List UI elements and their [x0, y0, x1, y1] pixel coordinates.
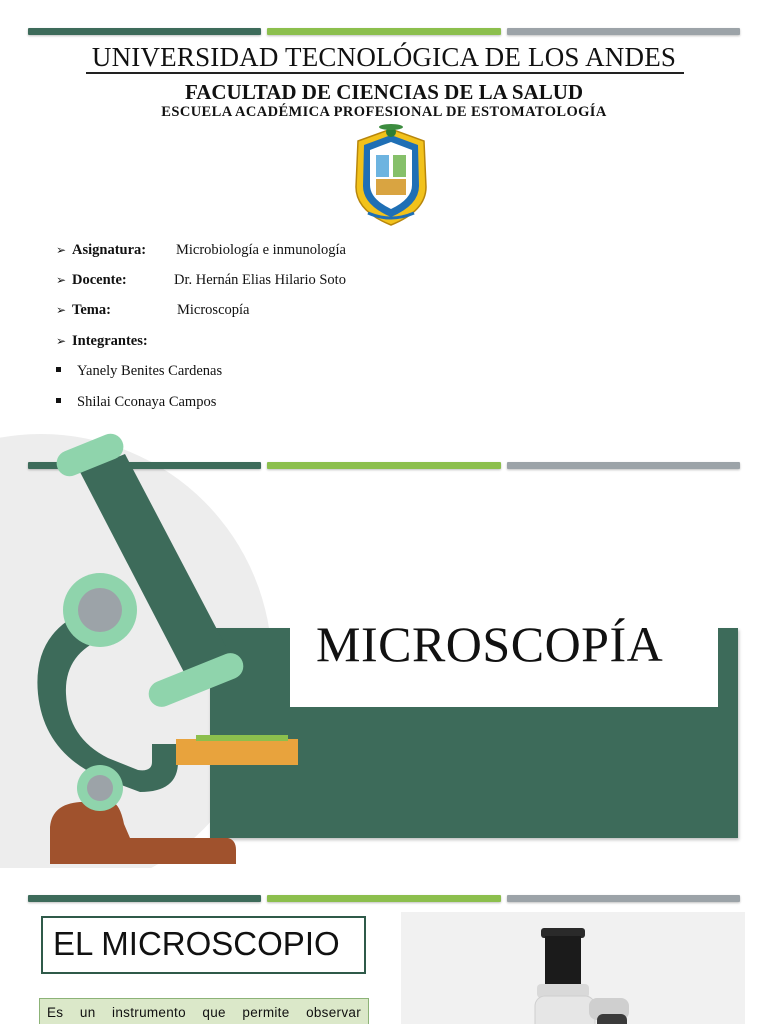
title-underline [86, 72, 684, 74]
microscope-photo-icon [401, 912, 745, 1024]
microscope-definition-slide [0, 868, 768, 1024]
arrow-bullet-icon: ➢ [56, 273, 67, 287]
square-bullet-icon [56, 367, 61, 372]
info-row-members: ➢ Integrantes: [56, 333, 148, 349]
university-name: UNIVERSIDAD TECNOLÓGICA DE LOS ANDES [91, 42, 677, 72]
microscopy-title-slide [0, 432, 768, 868]
info-row-subject: ➢ Asignatura: Microbiología e inmunología [56, 242, 346, 258]
microscope-icon [0, 432, 320, 868]
square-bullet-icon [56, 398, 61, 403]
topic-value: Microscopía [177, 302, 250, 318]
teacher-value: Dr. Hernán Elias Hilario Soto [174, 272, 346, 288]
definition-text: Es un instrumento que permite observar [39, 998, 369, 1024]
member-item: Yanely Benites Cardenas [56, 361, 222, 381]
info-row-teacher: ➢ Docente: Dr. Hernán Elias Hilario Soto [56, 272, 346, 288]
top-color-bars [28, 895, 740, 902]
arrow-bullet-icon: ➢ [56, 303, 67, 317]
faculty-name: FACULTAD DE CIENCIAS DE LA SALUD [184, 80, 584, 104]
section-heading: EL MICROSCOPIO [41, 916, 366, 974]
top-color-bars [28, 28, 740, 35]
slide-title: MICROSCOPÍA [316, 616, 664, 672]
member-item: Shilai Cconaya Campos [56, 392, 216, 412]
arrow-bullet-icon: ➢ [56, 243, 67, 257]
info-row-topic: ➢ Tema: Microscopía [56, 302, 250, 318]
subject-value: Microbiología e inmunología [176, 242, 346, 258]
title-slide [0, 0, 768, 430]
arrow-bullet-icon: ➢ [56, 334, 67, 348]
microscope-photo [401, 912, 745, 1024]
school-name: ESCUELA ACADÉMICA PROFESIONAL DE ESTOMATOLOGÍA [161, 104, 607, 120]
university-seal-icon [350, 123, 432, 227]
